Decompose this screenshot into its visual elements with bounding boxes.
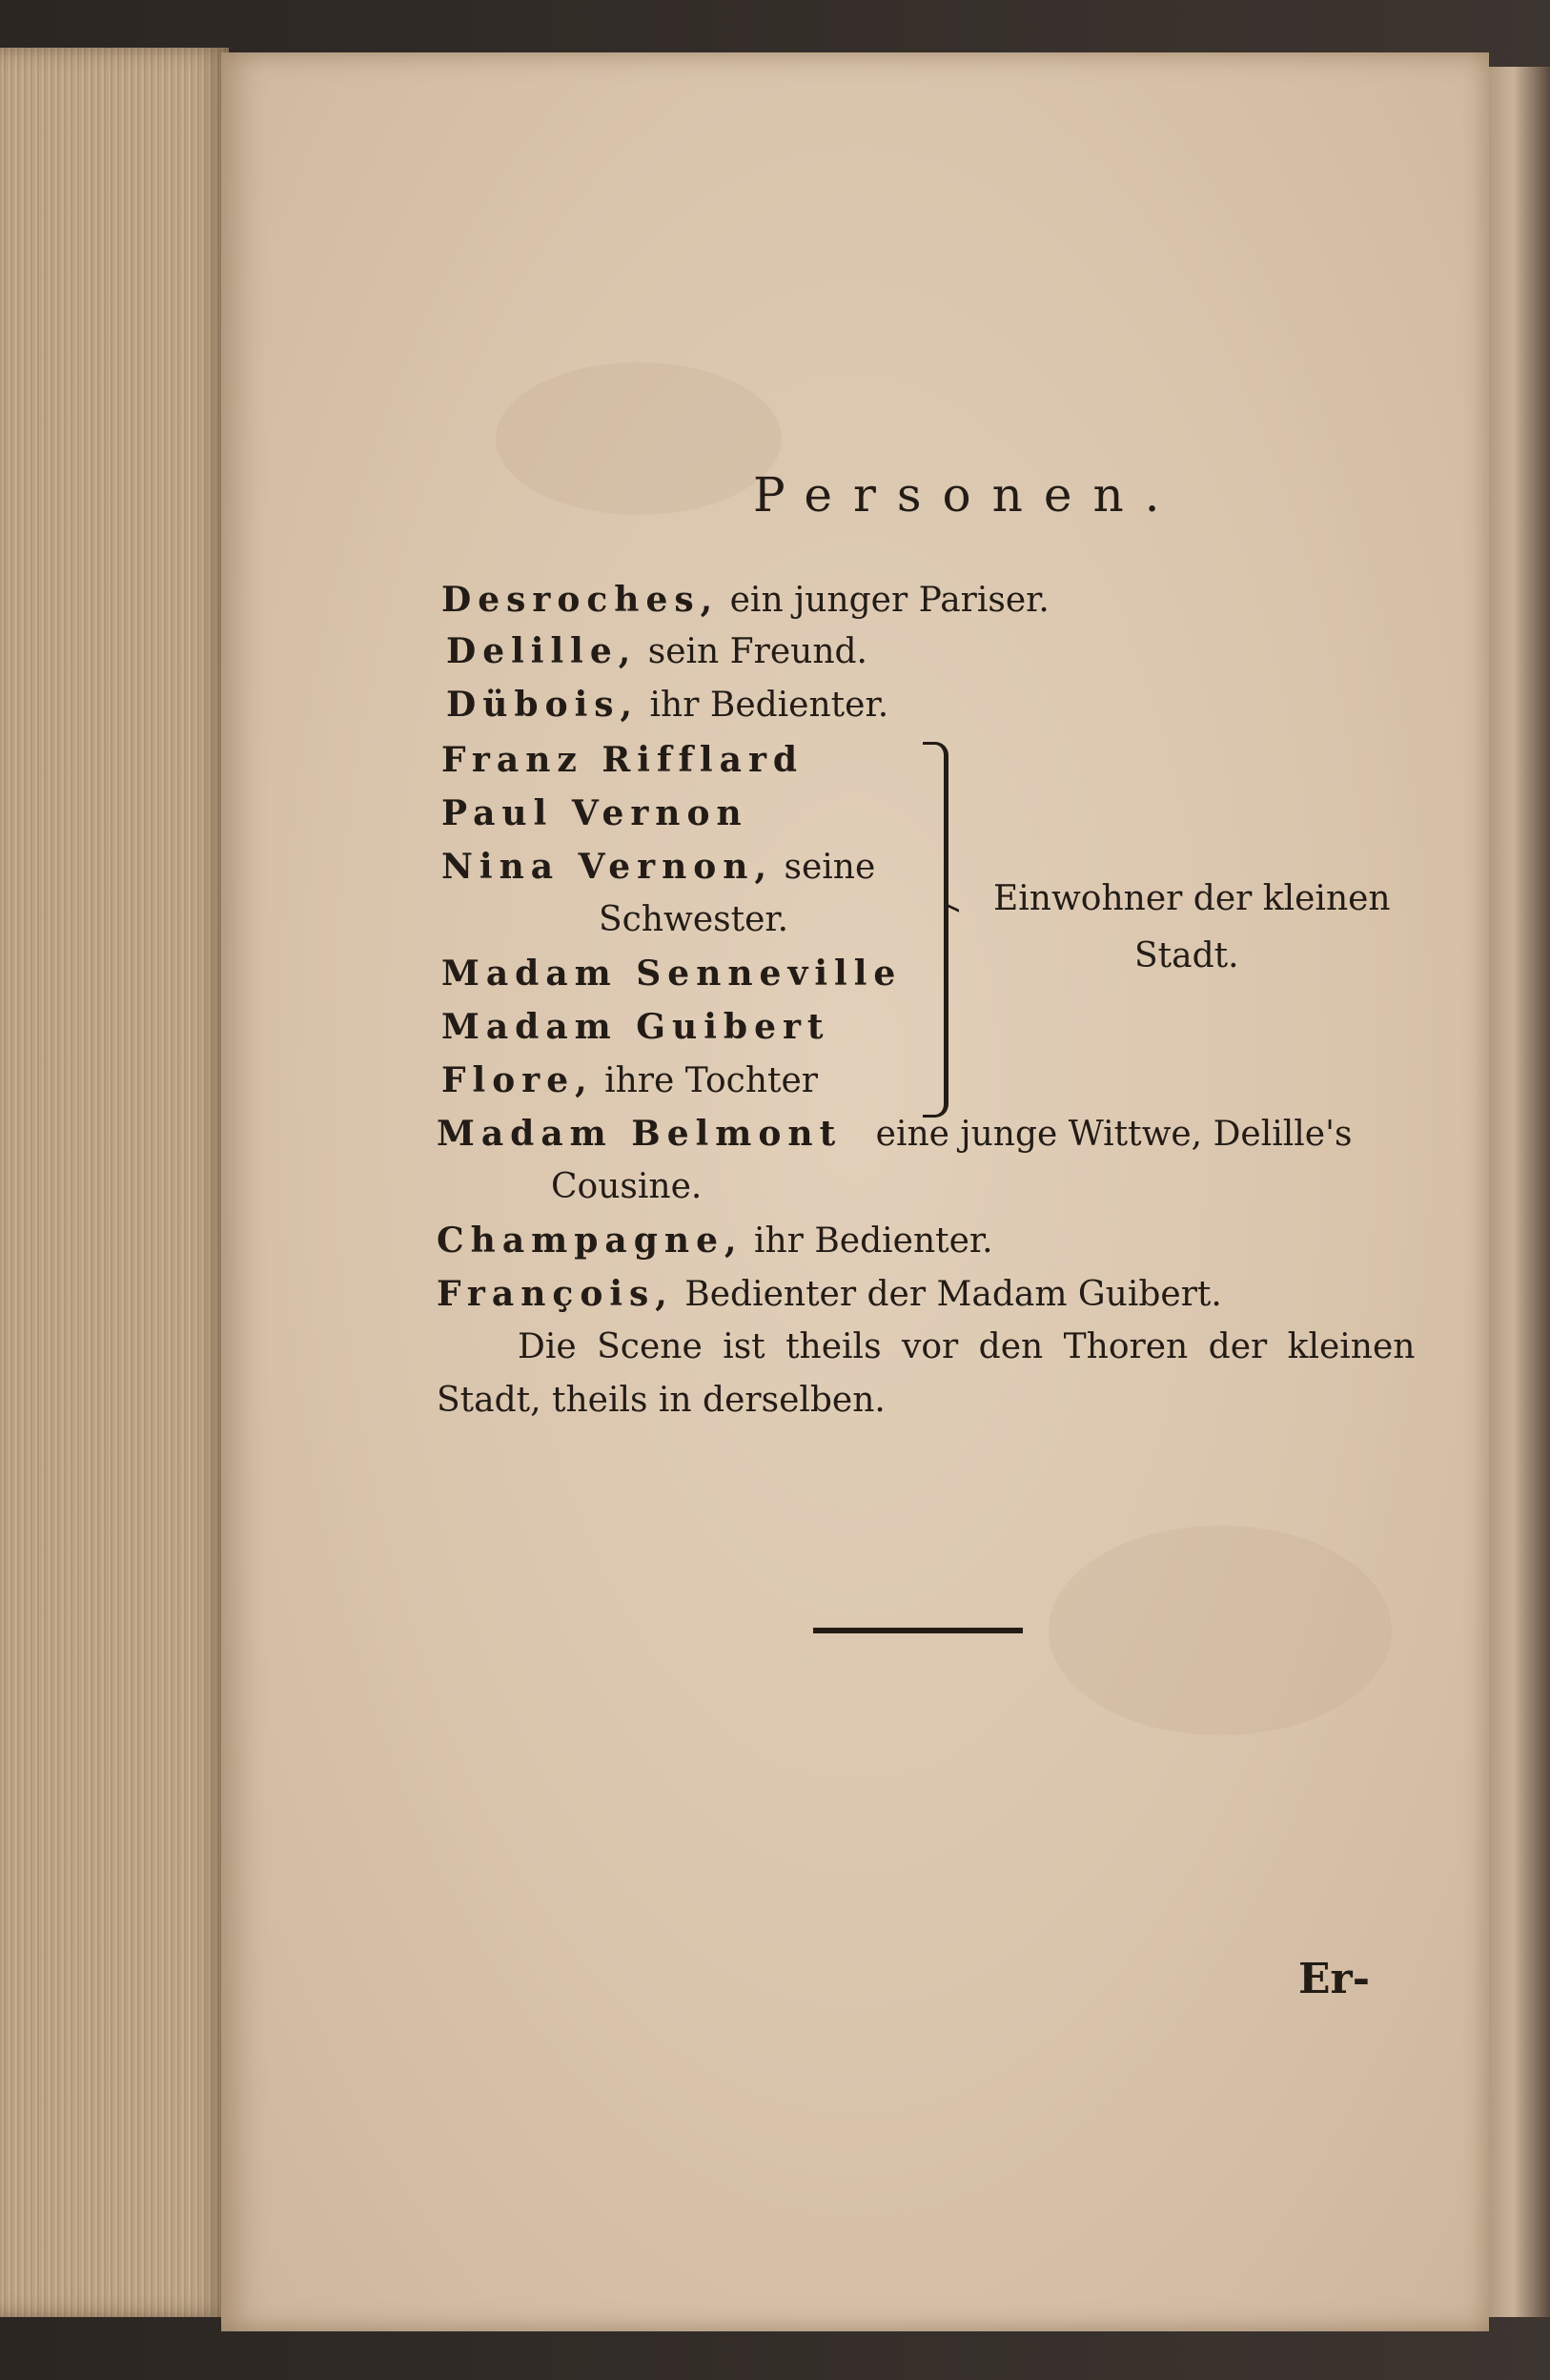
cast-desc: Cousine. <box>551 1167 703 1206</box>
cast-desc: seine <box>784 848 876 887</box>
cast-line <box>437 1221 993 1261</box>
cast-line <box>441 1007 830 1047</box>
cast-name: Dübois, <box>446 685 640 725</box>
cast-line <box>441 847 875 887</box>
cast-desc: ihre Tochter <box>604 1061 818 1100</box>
catchword: Er- <box>1298 1955 1370 2003</box>
cast-desc: eine junge Wittwe, Delille's <box>875 1115 1353 1154</box>
cast-desc: ein junger Pariser. <box>729 581 1050 620</box>
cast-name: Madam Senneville <box>441 954 903 994</box>
cast-line <box>599 900 788 939</box>
cast-line <box>551 1167 702 1206</box>
scene-description: Die Scene ist theils vor den Thoren der kleinen <box>518 1327 1416 1366</box>
cast-line <box>446 631 867 671</box>
page-title: Personen. <box>753 467 1181 523</box>
group-label: Stadt. <box>1134 936 1239 975</box>
cast-desc: ihr Bedienter. <box>649 686 889 725</box>
cast-name: Desroches, <box>441 580 720 620</box>
cast-line <box>437 1114 1352 1154</box>
cast-name: Madam Guibert <box>441 1007 830 1047</box>
horizontal-rule <box>813 1628 1023 1633</box>
paper-stain <box>1049 1526 1392 1735</box>
cast-line <box>441 1060 818 1100</box>
cast-desc: ihr Bedienter. <box>753 1221 993 1261</box>
cast-desc: Schwester. <box>599 900 789 939</box>
cast-name: Nina Vernon, <box>441 847 774 887</box>
scene-description: Stadt, theils in derselben. <box>437 1381 886 1420</box>
cast-line <box>437 1274 1222 1314</box>
cast-name: François, <box>437 1274 674 1314</box>
cast-desc: sein Freund. <box>647 632 867 671</box>
cast-name: Flore, <box>441 1060 594 1100</box>
cast-name: Champagne, <box>437 1221 744 1261</box>
group-bracket <box>923 742 948 1118</box>
cast-name: Madam Belmont <box>437 1114 843 1154</box>
cast-line <box>446 685 888 725</box>
cast-line <box>441 793 748 833</box>
cast-line <box>441 580 1050 620</box>
cast-name: Franz Rifflard <box>441 740 805 780</box>
cast-line <box>441 740 804 780</box>
group-label: Einwohner der kleinen <box>993 879 1391 918</box>
cast-line <box>441 954 902 994</box>
cast-name: Delille, <box>446 631 638 671</box>
page-edges <box>0 48 229 2317</box>
paper-stain <box>496 362 782 515</box>
right-page-edge <box>1489 67 1550 2317</box>
cast-desc: Bedienter der Madam Guibert. <box>684 1275 1222 1314</box>
cast-name: Paul Vernon <box>441 793 748 833</box>
